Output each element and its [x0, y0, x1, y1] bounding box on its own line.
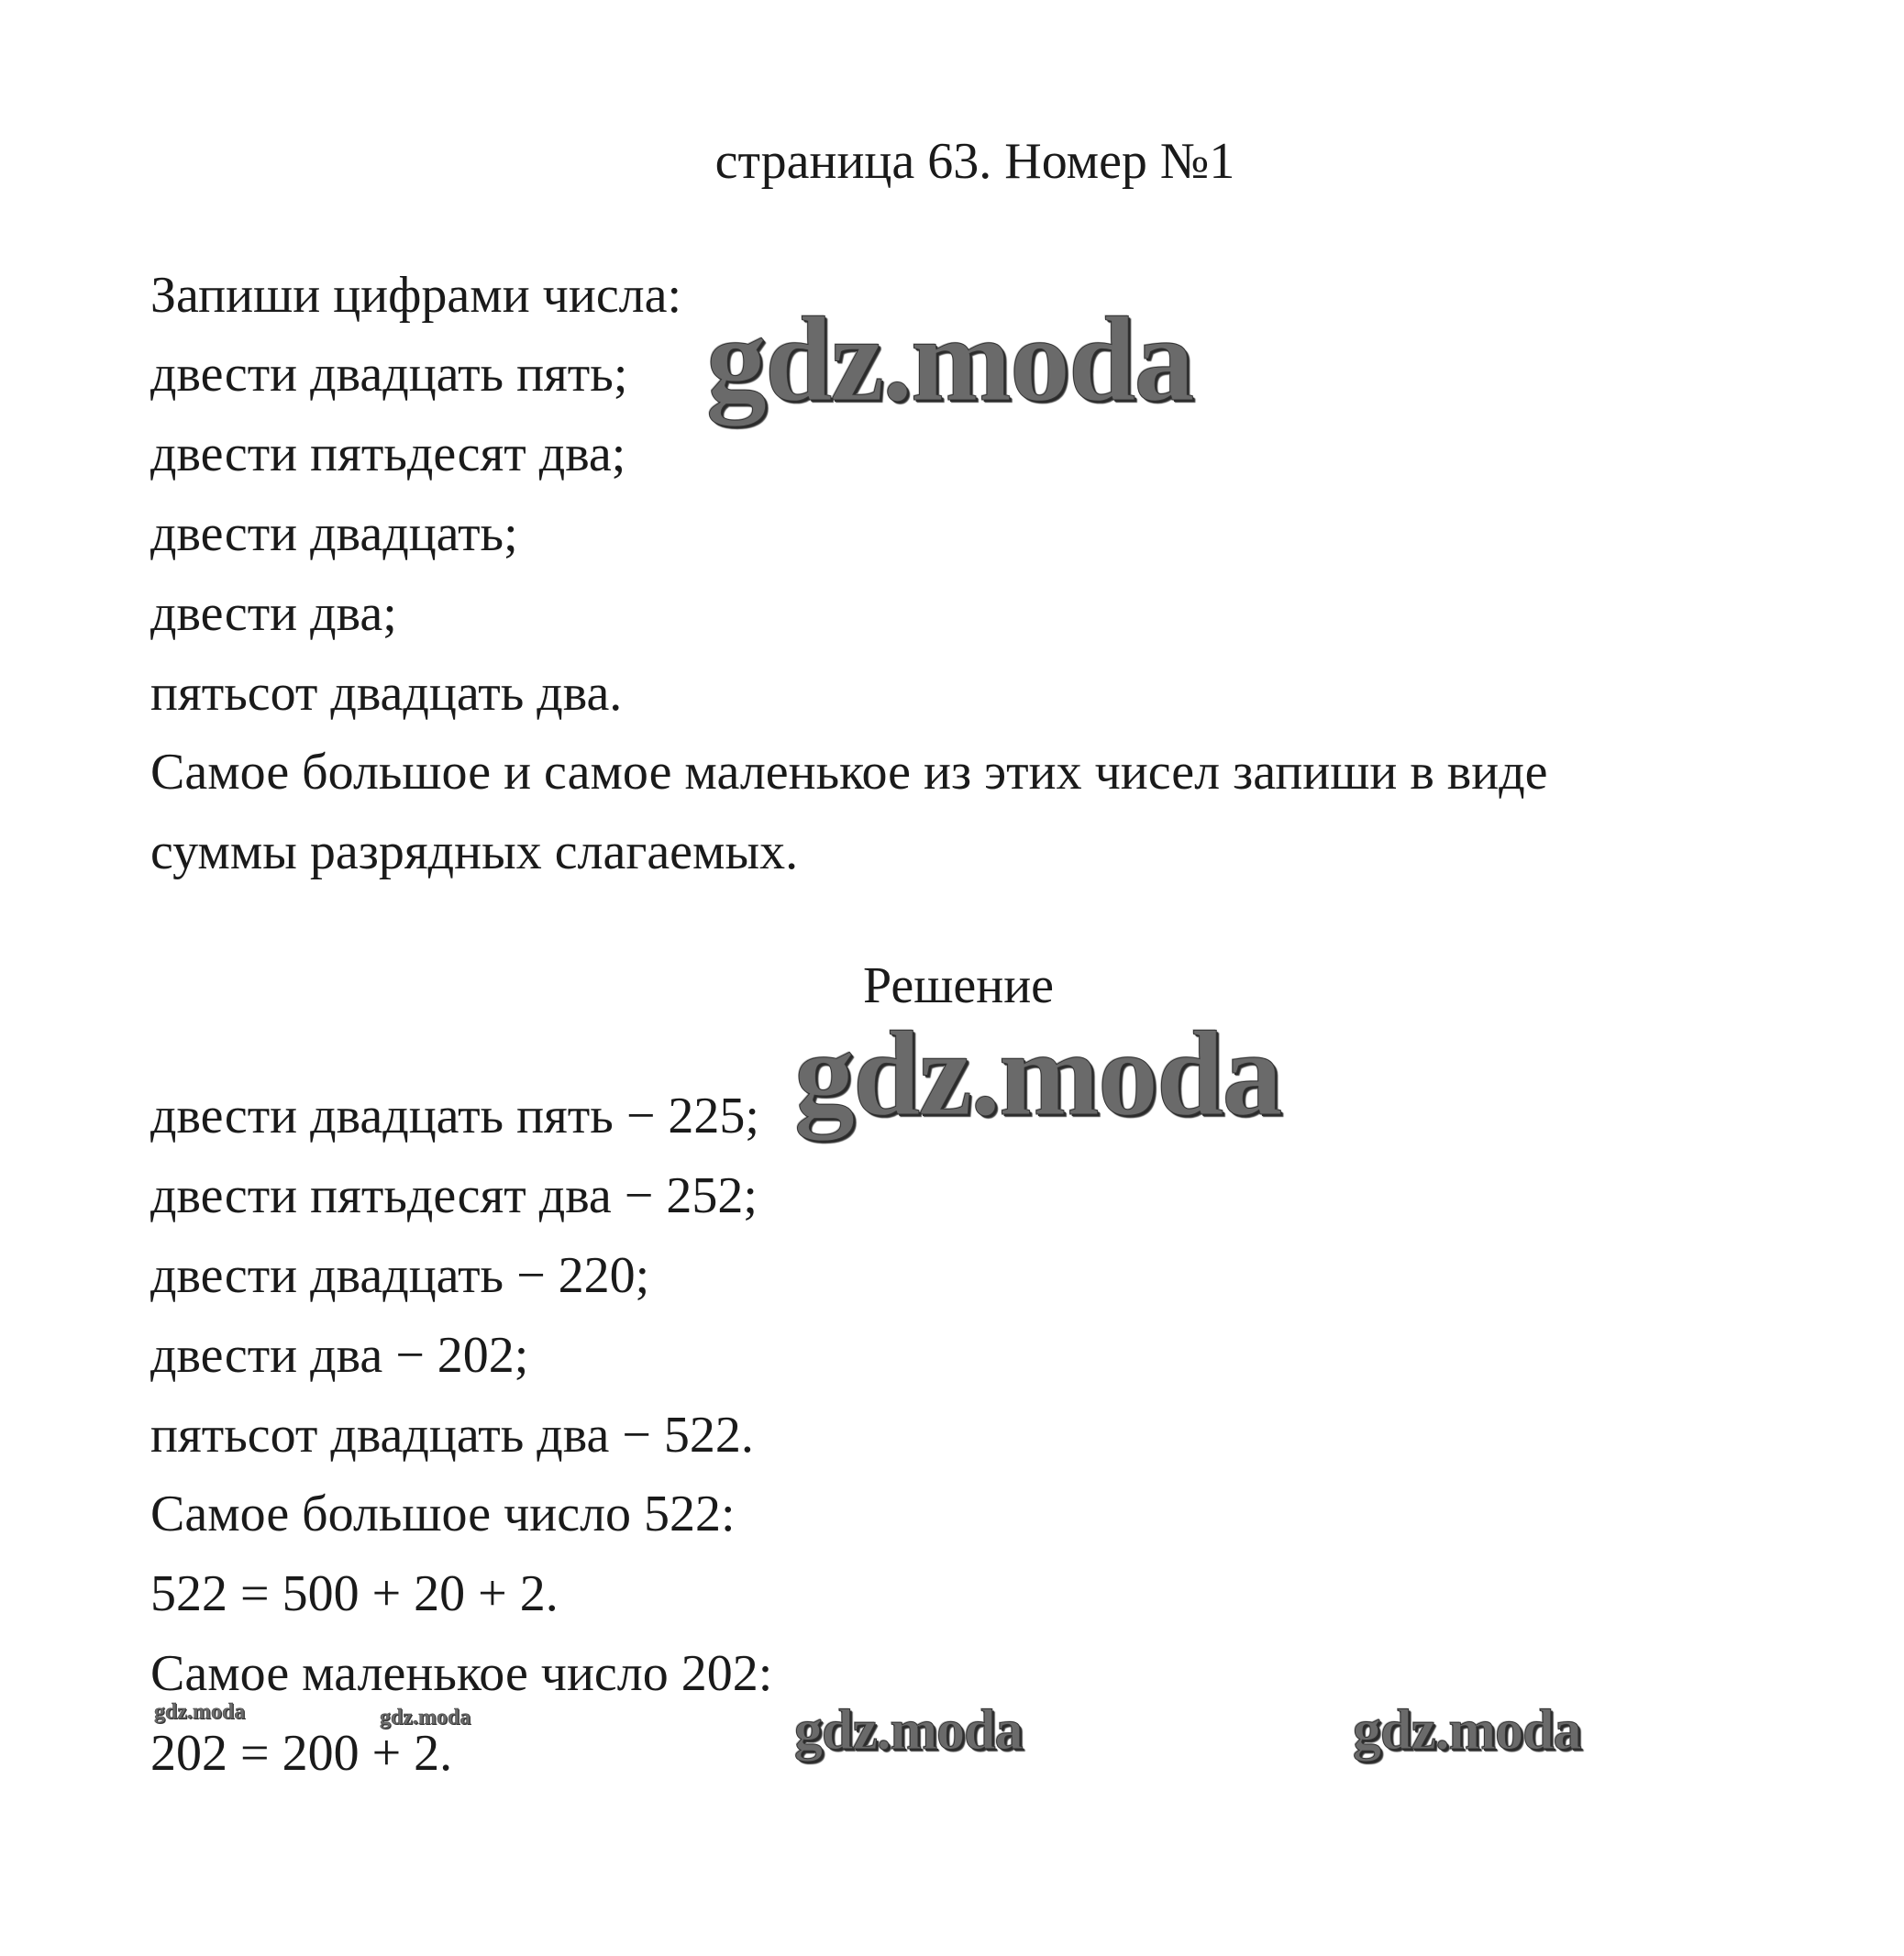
task-line: суммы разрядных слагаемых. — [150, 823, 799, 880]
page-heading: страница 63. Номер №1 — [714, 133, 1235, 190]
task-line: двести двадцать пять; — [150, 346, 628, 403]
solution-line: Самое маленькое число 202: — [150, 1645, 773, 1702]
task-line: двести два; — [150, 585, 397, 642]
task-line: двести двадцать; — [150, 505, 518, 562]
solution-line: 522 = 500 + 20 + 2. — [150, 1565, 559, 1622]
watermark-logo: gdz.moda — [1353, 1699, 1581, 1762]
solution-line: двести двадцать пять − 225; — [150, 1088, 759, 1144]
watermark-logo: gdz.moda — [706, 292, 1193, 426]
task-line: Запиши цифрами числа: — [150, 267, 682, 324]
solution-line: Самое большое число 522: — [150, 1486, 736, 1542]
task-line: Самое большое и самое маленькое из этих чисел запиши в виде — [150, 744, 1548, 801]
task-line: двести пятьдесят два; — [150, 425, 626, 482]
solution-line: двести двадцать − 220; — [150, 1247, 650, 1304]
watermark-logo: gdz.moda — [380, 1706, 471, 1729]
watermark-logo: gdz.moda — [794, 1699, 1023, 1762]
solution-line: двести пятьдесят два − 252; — [150, 1167, 758, 1224]
solution-heading: Решение — [862, 957, 1055, 1014]
task-line: пятьсот двадцать два. — [150, 665, 623, 722]
watermark-logo: gdz.moda — [794, 1006, 1281, 1141]
solution-line: 202 = 200 + 2. — [150, 1725, 453, 1782]
solution-line: двести два − 202; — [150, 1327, 529, 1384]
solution-line: пятьсот двадцать два − 522. — [150, 1407, 754, 1464]
watermark-logo: gdz.moda — [154, 1700, 246, 1724]
